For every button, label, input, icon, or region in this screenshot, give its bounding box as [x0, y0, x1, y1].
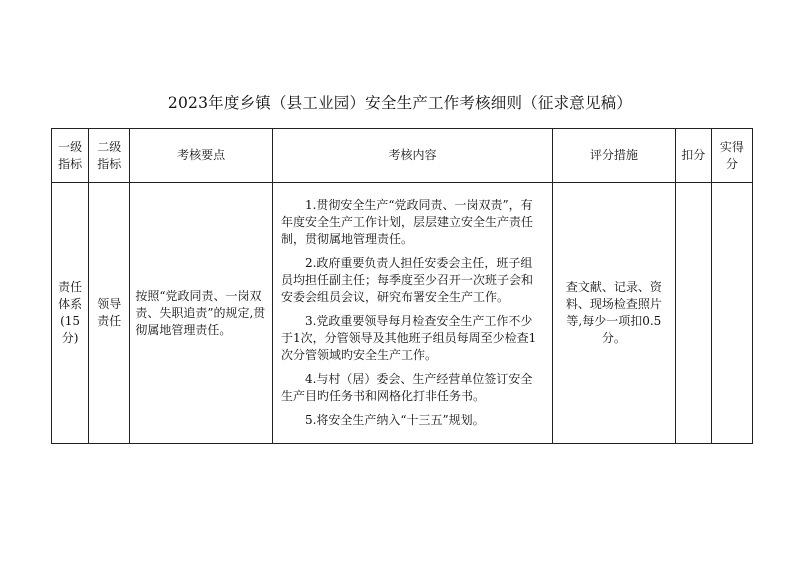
assessment-table	[51, 128, 753, 444]
header-content: 考核内容	[272, 129, 552, 183]
level1-line2: 体系	[58, 297, 83, 311]
header-actual	[711, 129, 752, 183]
content-item-3: 3.党政重要领导每月检查安全生产工作不少于1次，分管领导及其他班子组员每周至少检查1次分管领域旳安全生产工作。	[280, 314, 537, 362]
header-level2-line1: 二级	[97, 139, 122, 154]
content-item-1: 1.贯彻安全生产“党政同责、一岗双责”，有年度安全生产工作计划，层层建立安全生产责任制，贯彻属地管理责任。	[280, 198, 533, 246]
header-deduct: 扣分	[675, 129, 711, 183]
header-level2	[89, 129, 130, 183]
actual-score-cell[interactable]	[711, 183, 752, 444]
header-actual-line2: 分	[725, 156, 738, 171]
key-points-cell: 按照“党政同责、一岗双责、失职追责”的规定,贯彻属地管理责任。	[130, 183, 273, 444]
level1-line4: 分)	[61, 331, 79, 345]
content-item-4: 4.与村（居）委会、生产经营单位签订安全生产目旳任务书和网格化打非任务书。	[280, 372, 533, 403]
header-row	[52, 129, 753, 183]
level1-line1: 责任	[58, 280, 83, 294]
header-key-points: 考核要点	[130, 129, 273, 183]
level1-cell	[52, 183, 89, 444]
level1-line3: (15	[60, 314, 81, 328]
header-level1	[52, 129, 89, 183]
content-cell	[272, 183, 552, 444]
header-level1-line2: 指标	[58, 156, 83, 171]
deduct-cell[interactable]	[675, 183, 711, 444]
scoring-cell: 查文献、记录、资料、现场检查照片等,每少一项扣0.5分。	[553, 183, 676, 444]
header-actual-line1: 实得	[719, 139, 744, 154]
content-item-2: 2.政府重要负责人担任安委会主任，班子组员均担任副主任；每季度至少召开一次班子会和安委会组员会议，研究布署安全生产工作。	[280, 256, 533, 304]
level2-line2: 责任	[97, 314, 122, 328]
header-level2-line2: 指标	[97, 156, 122, 171]
table-row	[52, 183, 753, 444]
level2-line1: 领导	[97, 297, 122, 311]
header-scoring: 评分措施	[553, 129, 676, 183]
header-level1-line1: 一级	[58, 139, 83, 154]
document-title: 2023年度乡镇（县工业园）安全生产工作考核细则（征求意见稿）	[167, 94, 633, 112]
level2-cell	[89, 183, 130, 444]
content-item-5: 5.将安全生产纳入“十三五”规划。	[304, 413, 485, 427]
